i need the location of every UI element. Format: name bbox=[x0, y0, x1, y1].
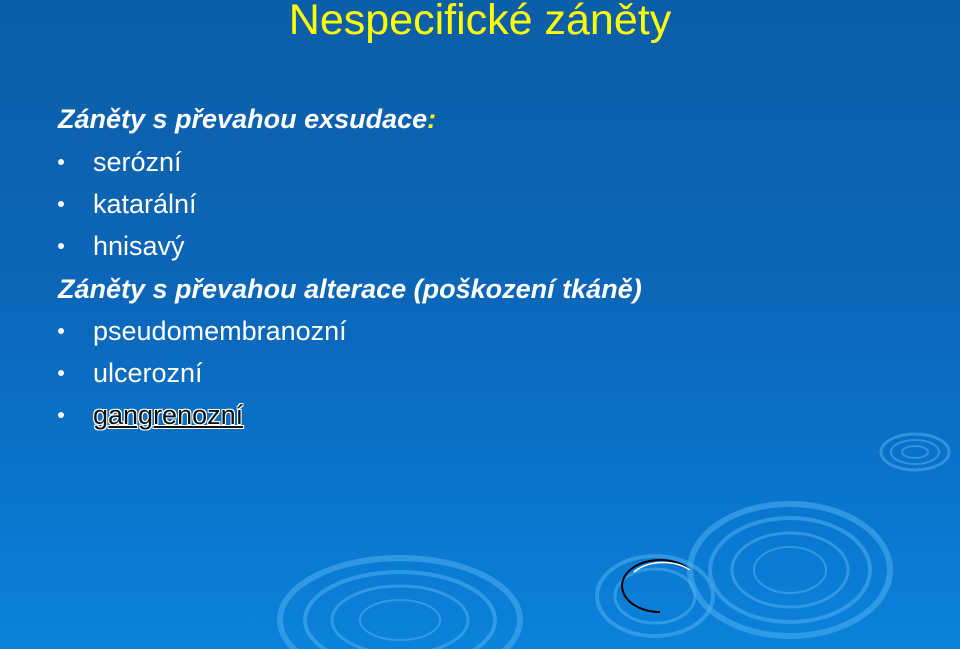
list-item-label: hnisavý bbox=[93, 231, 185, 261]
list-item bbox=[58, 145, 182, 179]
bullet-dot-icon bbox=[58, 243, 64, 249]
bullet-dot-icon bbox=[58, 159, 64, 165]
bullet-dot-icon bbox=[58, 328, 64, 334]
list-item bbox=[58, 229, 185, 263]
list-item-label: katarální bbox=[93, 189, 197, 219]
section-heading-exsudace-colon: : bbox=[427, 104, 437, 134]
section-heading-exsudace-text: Záněty s převahou exsudace bbox=[58, 104, 428, 134]
list-item bbox=[58, 187, 197, 221]
bullet-dot-icon bbox=[58, 370, 64, 376]
list-item bbox=[58, 314, 347, 348]
list-item bbox=[58, 356, 203, 390]
bullet-dot-icon bbox=[58, 412, 64, 418]
list-item-label: serózní bbox=[93, 147, 182, 177]
section-heading-exsudace bbox=[58, 102, 436, 136]
bullet-dot-icon bbox=[58, 201, 64, 207]
list-item-label: pseudomembranozní bbox=[93, 316, 347, 346]
list-item-link[interactable]: gangrenozní bbox=[93, 400, 244, 430]
list-item-label: ulcerozní bbox=[93, 358, 203, 388]
section-heading-alterace: Záněty s převahou alterace (poškození tkáně) bbox=[58, 274, 642, 304]
page-title: Nespecifické záněty bbox=[288, 0, 672, 44]
list-item bbox=[58, 398, 243, 432]
